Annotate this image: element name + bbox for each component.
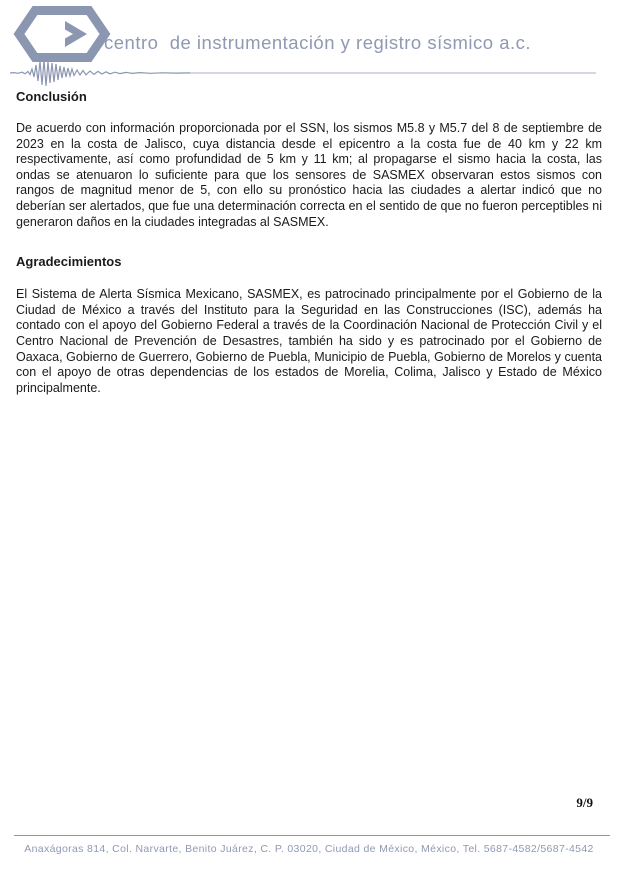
section-body: De acuerdo con información proporcionada por el SSN, los sismos M5.8 y M5.7 del 8 de septiembre de 2023 en la costa de Jalisco, cuya distancia desde el epicentro a la costa fue de 40 km y 22 km respectivamente, así como profundidad de 5 km y 11 km; al propagarse el sismo hacia la costa, las ondas se atenuaron lo suficiente para que los sensores de SASMEX observaran estos sismos con rangos de magnitud menor de 5, con ello su pronóstico hacia las ciudades a alertar indicó que no deberían ser alertados, que fue una determinación correcta en el sentido de que no fueron perceptibles ni generaron daños en la ciudades integradas al SASMEX. (16, 121, 602, 229)
section-acknowledgements (16, 254, 602, 396)
org-name: centro de instrumentación y registro sísmico a.c. (104, 32, 532, 53)
seismogram-waveform (8, 58, 608, 88)
footer-address: Anaxágoras 814, Col. Narvarte, Benito Juárez, C. P. 03020, Ciudad de México, México, Tel. 5687-4582/5687-4542 (24, 843, 594, 855)
section-body: El Sistema de Alerta Sísmica Mexicano, SASMEX, es patrocinado principalmente por el Gobierno de la Ciudad de México a través del Instituto para la Seguridad en las Construcciones (ISC), además ha contado con el apoyo del Gobierno Federal a través de la Coordinación Nacional de Protección Civil y el Centro Nacional de Prevención de Desastres, también ha sido y es patrocinado por el Gobierno de Oaxaca, Gobierno de Guerrero, Gobierno de Puebla, Municipio de Puebla, Gobierno de Morelos y cuenta con el apoyo de otras dependencias de los estados de Morelia, Colima, Jalisco y Estado de México principalmente. (16, 287, 602, 395)
section-heading: Conclusión (16, 89, 87, 104)
section-heading: Agradecimientos (16, 254, 122, 270)
footer-divider (14, 835, 610, 836)
interlocked-hexagons-icon (12, 6, 112, 62)
section-conclusion (16, 89, 602, 230)
document-content (16, 89, 602, 396)
cires-logo-icon (12, 6, 112, 62)
seismogram-icon (8, 58, 608, 88)
page-number: 9/9 (576, 795, 593, 810)
